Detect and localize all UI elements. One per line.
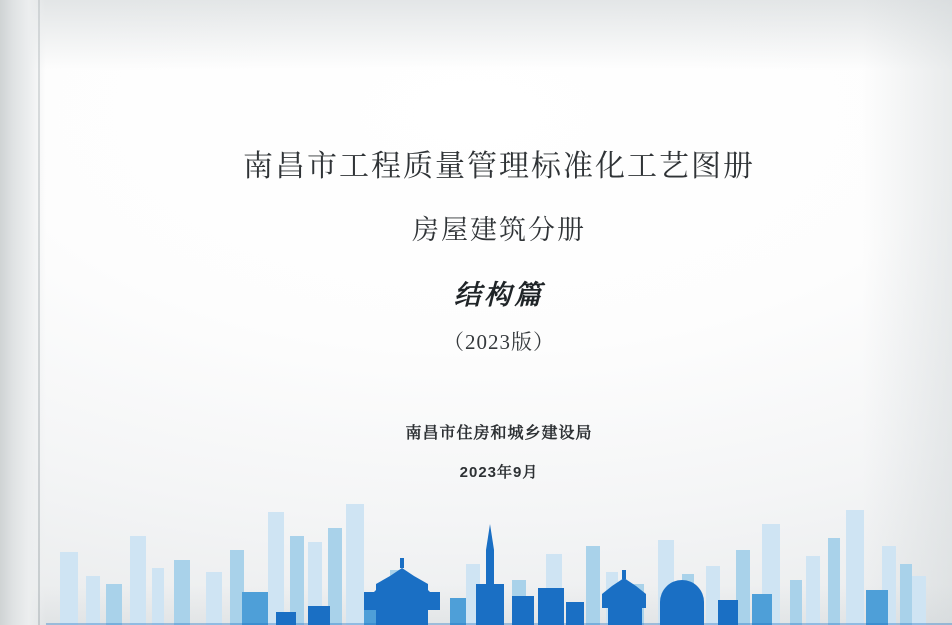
skyline-light-bars (106, 528, 912, 625)
issue-date: 2023年9月 (459, 464, 539, 481)
skyline-illustration (46, 480, 952, 625)
document-subtitle: 房屋建筑分册 (412, 214, 586, 245)
cover-issuer-block (46, 420, 952, 482)
document-title: 南昌市工程质量管理标准化工艺图册 (243, 150, 755, 183)
page-binding-line (38, 0, 40, 625)
cover-title-block (46, 148, 952, 356)
document-version: （2023版） (443, 329, 555, 354)
cover-content (46, 0, 952, 625)
document-section-title: 结构篇 (454, 279, 544, 311)
issuing-authority: 南昌市住房和城乡建设局 (405, 425, 593, 442)
